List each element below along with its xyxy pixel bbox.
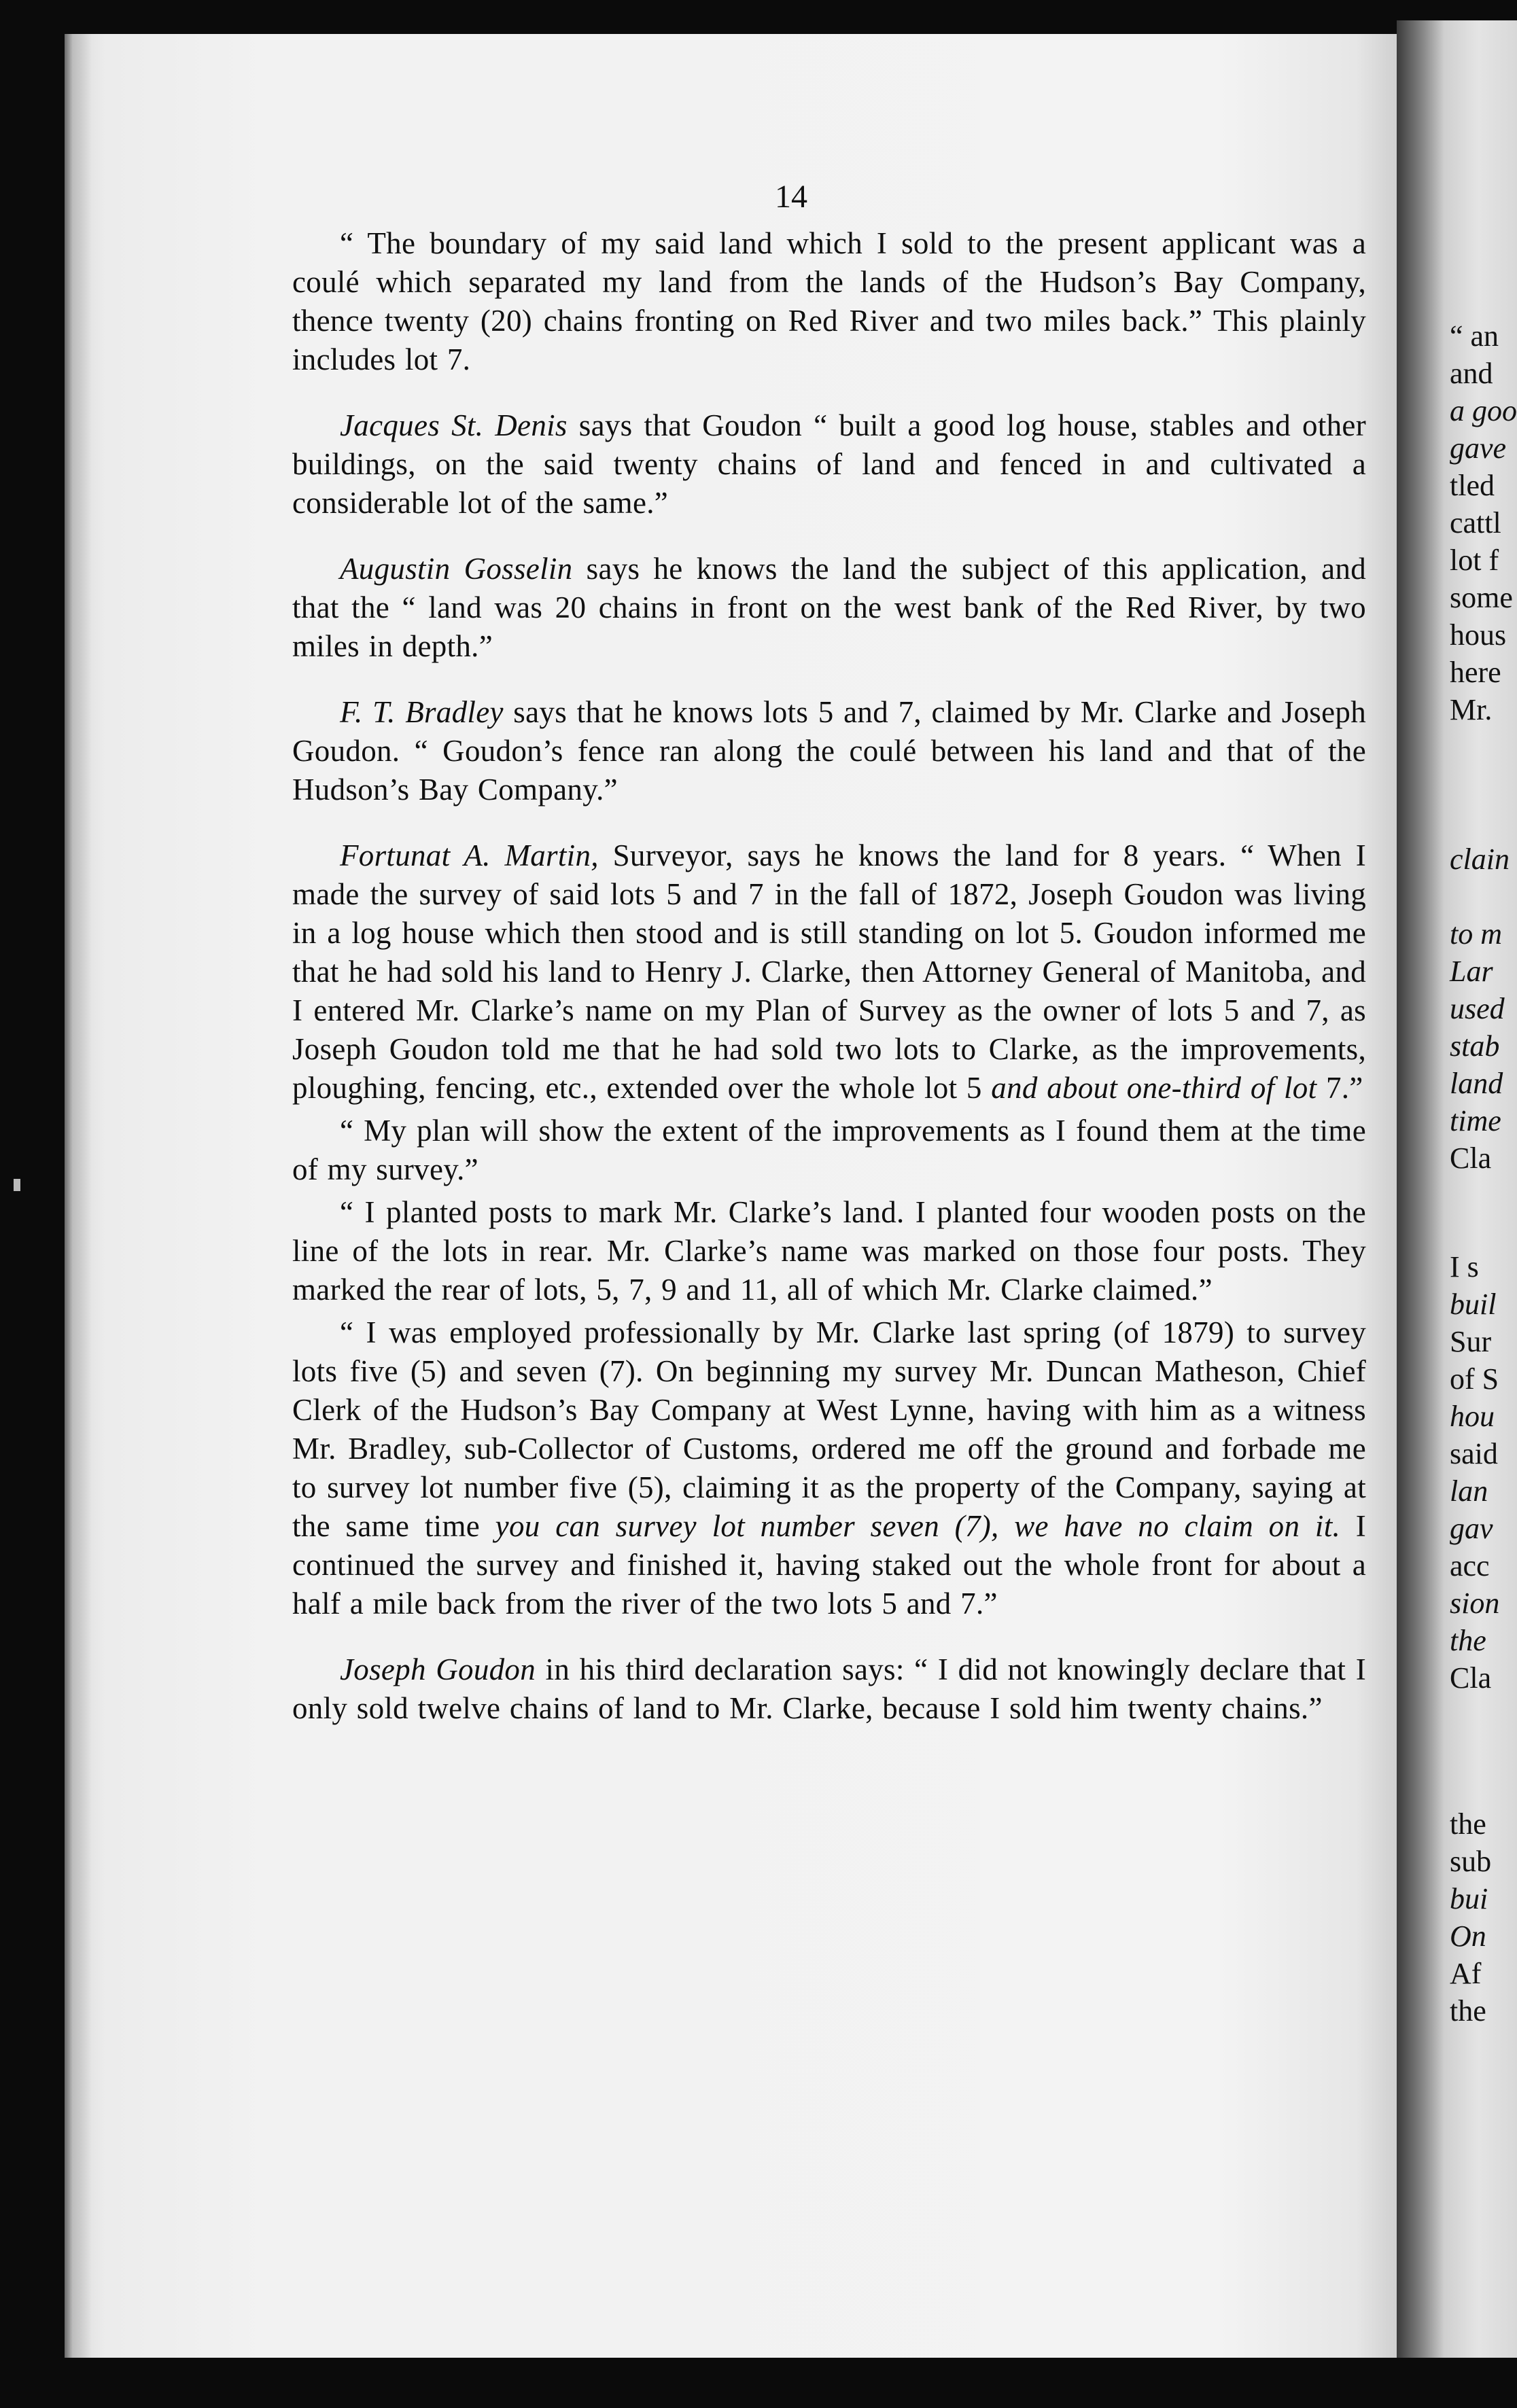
paragraph [292, 693, 1366, 809]
adjacent-page-text-fragment: Lar [1450, 955, 1493, 988]
adjacent-page-text-fragment: land [1450, 1067, 1503, 1100]
paragraph-text: Surveyor, says he knows the land for 8 years. “ When I made the survey of said lots 5 and 7 in the fall of 1872, Joseph Goudon was living in a log house which then stood and is still standing on lot 5. Goudon informed me that he had sold his land to Henry J. Clarke, then Attorney General of Manitoba, and I entered Mr. Clarke’s name on my Plan of Survey as the owner of lots 5 and 7, as Joseph Goudon told me that he had sold two lots to Clarke, as the improvements, ploughing, fencing, etc., extended over the whole lot 5 [292, 838, 1366, 1105]
paragraph-text: “ The boundary of my said land which I sold to the present applicant was a coulé which separated my land from the lands of the Hudson’s Bay Company, thence twenty (20) chains fronting on Red River and two miles back.” This plainly includes lot 7. [292, 226, 1366, 376]
paragraph-tail: I continued the survey and finished it, having staked out the whole front for about a half a mile back from the river of the two lots 5 and 7.” [292, 1509, 1366, 1621]
paragraph-text: says that Goudon “ built a good log house, stables and other buildings, on the said twenty chains of land and fenced in and cultivated a considerable lot of the same.” [292, 408, 1366, 520]
paragraph-text: says he knows the land the subject of this application, and that the “ land was 20 chains in front on the west bank of the Red River, by two miles in depth.” [292, 552, 1366, 663]
page-gutter-shadow [65, 34, 92, 2358]
adjacent-page-text-fragment: Af [1450, 1957, 1482, 1990]
adjacent-page-text-fragment: time [1450, 1104, 1501, 1137]
paragraph [292, 1313, 1366, 1623]
adjacent-page-text-fragment: some [1450, 581, 1513, 614]
speaker-name: F. T. Bradley [340, 695, 504, 729]
italic-phrase: you can survey lot number seven (7), we have no claim on it. [495, 1509, 1341, 1543]
adjacent-page-text-fragment: bui [1450, 1882, 1488, 1915]
paragraph-tail: 7.” [1317, 1071, 1363, 1105]
adjacent-page-edge [1397, 20, 1517, 2358]
paragraph-text: “ I planted posts to mark Mr. Clarke’s land. I planted four wooden posts on the line of the lots in rear. Mr. Clarke’s name was marked on those four posts. They marked the rear of lots, 5, 7, 9 and 11, all of which Mr. Clarke claimed.” [292, 1195, 1366, 1307]
italic-phrase: and about one-third of lot [991, 1071, 1317, 1105]
adjacent-page-text-fragment: the [1450, 1994, 1486, 2028]
adjacent-page-text-fragment: said [1450, 1437, 1498, 1470]
adjacent-page-text-fragment: cattl [1450, 506, 1501, 539]
adjacent-page-text-fragment: here [1450, 656, 1501, 689]
paragraph-text: “ I was employed professionally by Mr. Clarke last spring (of 1879) to survey lots five (5) and seven (7). On beginning my survey Mr. Duncan Matheson, Chief Clerk of the Hudson’s Bay Company at West Lynne, having with him as a witness Mr. Bradley, sub-Collector of Customs, ordered me off the ground and forbade me to survey lot number five (5), claiming it as the property of the Company, saying at the same time [292, 1315, 1366, 1543]
adjacent-page-text-fragment: Cla [1450, 1661, 1492, 1695]
scan-artifact [14, 1179, 20, 1191]
adjacent-page-text-fragment: lot f [1450, 544, 1499, 577]
adjacent-page-text-fragment: gav [1450, 1512, 1493, 1545]
adjacent-page-text-fragment: a goo [1450, 394, 1517, 427]
adjacent-page-text-fragment: buil [1450, 1288, 1497, 1321]
adjacent-page-text-fragment: of S [1450, 1362, 1499, 1396]
adjacent-page-text-fragment: On [1450, 1919, 1486, 1953]
paragraph [292, 1112, 1366, 1189]
paragraph [292, 406, 1366, 523]
adjacent-page-text-fragment: sion [1450, 1587, 1500, 1620]
adjacent-page-text-fragment: acc [1450, 1549, 1490, 1582]
adjacent-page-text-fragment: Sur [1450, 1325, 1492, 1358]
page-bottom-edge [65, 2358, 1397, 2408]
speaker-name: Fortunat A. Martin, [340, 838, 599, 872]
adjacent-page-text-fragment: the [1450, 1807, 1486, 1841]
page-body [292, 224, 1366, 1728]
adjacent-page-text-fragment: sub [1450, 1845, 1492, 1878]
paragraph [292, 1650, 1366, 1728]
paragraph-text: says that he knows lots 5 and 7, claimed by Mr. Clarke and Joseph Goudon. “ Goudon’s fence ran along the coulé between his land and that of the Hudson’s Bay Company.” [292, 695, 1366, 807]
paragraph [292, 836, 1366, 1108]
paragraph [292, 224, 1366, 379]
adjacent-page-text-fragment: tled [1450, 469, 1495, 502]
page-number: 14 [775, 179, 807, 215]
adjacent-page-text-fragment: clain [1450, 843, 1510, 876]
adjacent-page-text-fragment: lan [1450, 1474, 1488, 1508]
adjacent-page-text-fragment: used [1450, 992, 1505, 1025]
paragraph [292, 550, 1366, 666]
adjacent-page-text-fragment: and [1450, 357, 1493, 390]
adjacent-page-text-fragment: I s [1450, 1250, 1479, 1283]
paragraph [292, 1193, 1366, 1309]
speaker-name: Jacques St. Denis [340, 408, 568, 442]
adjacent-page-text-fragment: to m [1450, 917, 1502, 951]
speaker-name: Augustin Gosselin [340, 552, 573, 586]
paragraph-text: “ My plan will show the extent of the improvements as I found them at the time of my survey.” [292, 1114, 1366, 1186]
adjacent-page-text-fragment: Mr. [1450, 693, 1493, 726]
adjacent-page-text-fragment: the [1450, 1624, 1486, 1657]
adjacent-page-text-fragment: gave [1450, 431, 1507, 465]
adjacent-page-text-fragment: stab [1450, 1029, 1500, 1063]
adjacent-page-text-fragment: hous [1450, 618, 1507, 652]
adjacent-page-text-fragment: “ an [1450, 319, 1499, 353]
paragraph-text: in his third declaration says: “ I did not knowingly declare that I only sold twelve chains of land to Mr. Clarke, because I sold him twenty chains.” [292, 1652, 1366, 1725]
speaker-name: Joseph Goudon [340, 1652, 536, 1686]
adjacent-page-text-fragment: Cla [1450, 1141, 1492, 1175]
adjacent-page-text-fragment: hou [1450, 1400, 1495, 1433]
